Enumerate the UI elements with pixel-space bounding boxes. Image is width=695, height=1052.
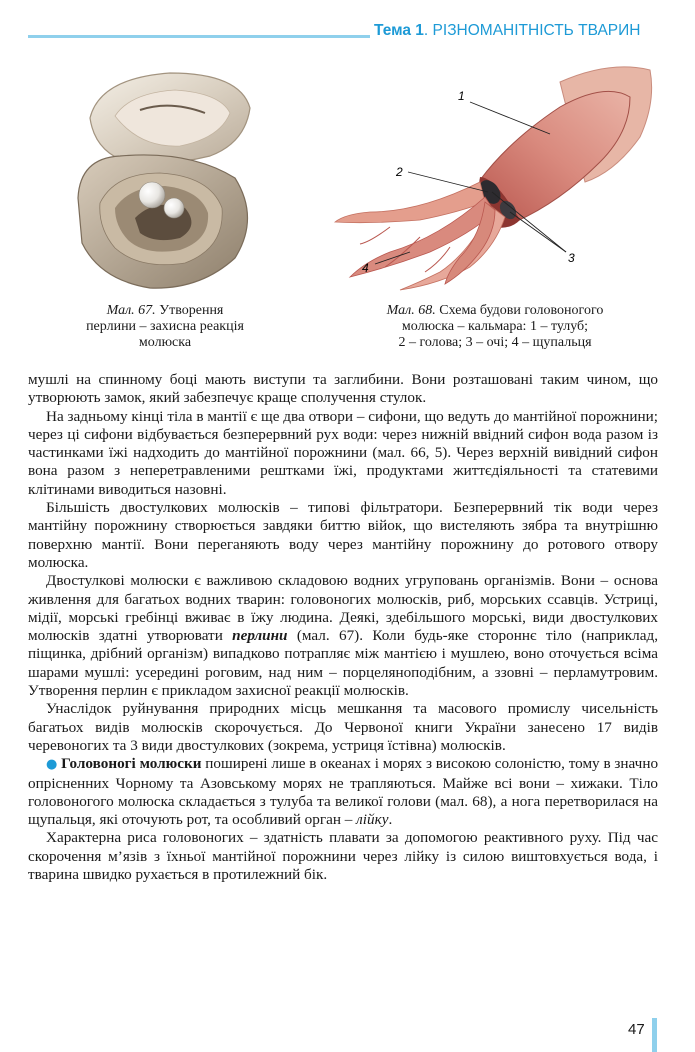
fig67-number: Мал. 67. xyxy=(106,303,156,318)
fig68-number: Мал. 68. xyxy=(386,303,436,318)
fig67-text1: Утворення xyxy=(155,303,224,318)
paragraph-2: На задньому кінці тіла в мантії є ще два отвори – сифони, що ведуть до мантійної порожнини; через ці сифони відбувається безперервний рух води: через нижній ввідний сифон вода разом із частинками їжі надходить до мантійної порожнини (мал. 66, 5). Через верхній вивідний сифон вона разом з неперетравленими рештками їжі, продуктами життєдіяльності та статевими клітинами виводиться назовні. xyxy=(28,407,658,498)
figure-67-caption xyxy=(60,303,270,351)
fig68-line3: 2 – голова; 3 – очі; 4 – щупальця xyxy=(398,335,592,350)
header-rule xyxy=(28,35,370,38)
term-funnel: лійку xyxy=(356,811,389,829)
fig67-line3: молюска xyxy=(138,335,192,350)
label-3: 3 xyxy=(568,251,575,265)
paragraph-6 xyxy=(28,755,658,829)
running-header xyxy=(374,22,640,40)
label-2: 2 xyxy=(396,165,403,179)
figure-68-caption xyxy=(340,303,650,351)
p4-text-b: (мал. 67). Коли будь-яке стороннє тіло (наприклад, піщинка, дрібний організм) випадково потрапляє між мантією і мушлею, воно оточується всіма шарами мушлі: усередині роговим, над ним – порцеляноподібним, а ззовні – перламутровим. Утворення перлин є прикладом захисної реакції молюсків. xyxy=(28,627,658,700)
oyster-pearl-illustration xyxy=(60,68,270,298)
term-pearls: перлини xyxy=(232,627,288,645)
main-text xyxy=(28,371,658,884)
header-title: РІЗНОМАНІТНІСТЬ ТВАРИН xyxy=(432,22,641,39)
header-separator: . xyxy=(423,22,433,39)
p6-text-b: . xyxy=(388,811,393,829)
paragraph-7: Характерна риса головоногих – здатність плавати за допомогою реактивного руху. Під час скорочення м’язів з їхньої мантійної порожнини через лійку із силою виштовхується вода, і тварина швидко рухається в протилежний бік. xyxy=(28,829,658,884)
fig68-line2: молюска – кальмара: 1 – тулуб; xyxy=(401,319,589,334)
p4-text-a: Двостулкові молюски є важливою складовою водних угруповань організмів. Вони – основа живлення для багатьох водних тварин: головоногих молюсків, риб, морських ссавців. Устриці, мідії, морські гребінці вживає в їжу людина. Деякі, здебільшого морські, види двостулкових молюсків здатні утворювати xyxy=(28,572,658,645)
paragraph-5: Унаслідок руйнування природних місць мешкання та масового промислу чисельність багатьох видів молюсків скорочується. До Червоної книги України занесено 17 видів черевоногих та 3 види двостулкових (зокрема, устриця їстівна) молюсків. xyxy=(28,700,658,754)
p6-text-a: поширені лише в океанах і морях з високою солоністю, тому в значно опрісненних Чорному та Азовському морях не трапляються. Майже всі вони – хижаки. Тіло головоногого молюска складається з тулуба та великої голови (мал. 68), а нога перетворилася на щупальця, які оточують рот, та особливий орган – xyxy=(28,755,659,829)
page-number-bar xyxy=(652,1018,657,1052)
label-1: 1 xyxy=(458,89,465,103)
fig68-text1: Схема будови головоногого xyxy=(435,303,604,318)
page-number: 47 xyxy=(628,1021,645,1038)
fig67-line2: перлини – захисна реакція xyxy=(86,319,244,334)
header-topic: Тема 1 xyxy=(374,22,424,39)
fig68-line1 xyxy=(340,303,650,319)
paragraph-4 xyxy=(28,572,658,700)
fig67-line1 xyxy=(60,303,270,319)
label-4: 4 xyxy=(362,261,369,275)
squid-structure-diagram xyxy=(330,62,670,292)
paragraph-1: мушлі на спинному боці мають виступи та заглибини. Вони розташовані таким чином, що утворюють замок, який забезпечує краще сполучення стулок. xyxy=(28,371,658,407)
term-cephalopods: Головоногі молюски xyxy=(61,755,202,773)
paragraph-3: Більшість двостулкових молюсків – типові фільтратори. Безперервний тік води через мантійну порожнину створюється завдяки биттю війок, що вистеляють зябра та внутрішню поверхню мантії. Вони переганяють воду через мантійну порожнину до ротового отвору молюска. xyxy=(28,499,658,571)
bullet-icon: ● xyxy=(46,757,58,773)
